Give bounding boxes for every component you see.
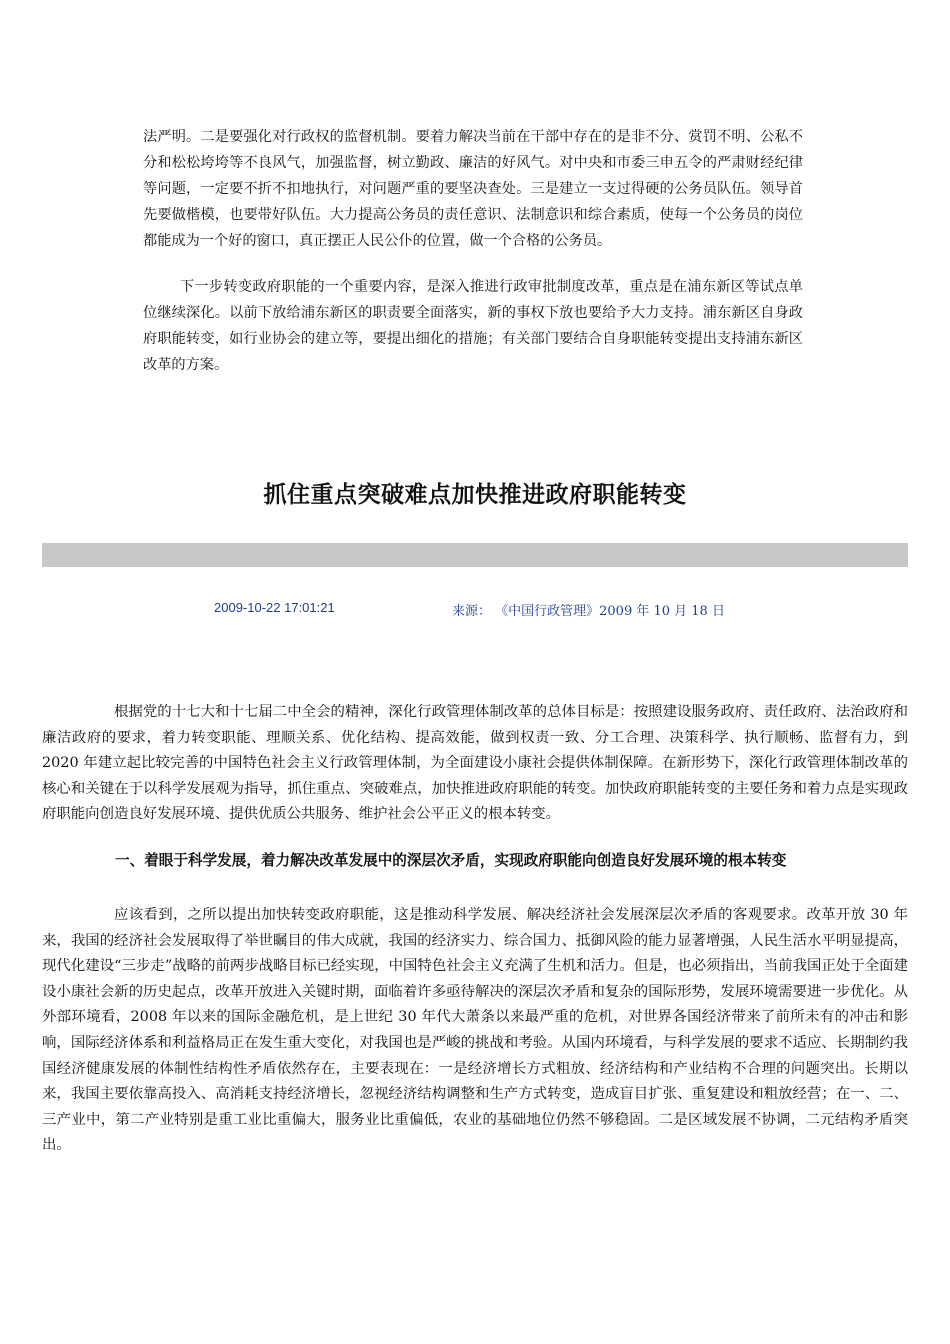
intro-paragraph: 根据党的十七大和十七届二中全会的精神，深化行政管理体制改革的总体目标是：按照建设服务政府、责任政府、法治政府和廉洁政府的要求，着力转变职能、理顺关系、优化结构、提高效能，做到权责一致、分工合理、决策科学、执行顺畅、监督有力，到 2020 年建立起比较完善的中国特色社会主义行政管理体制，为全面建设小康社会提供体制保障。在新形势下，深化行政管理体制改革的核心和关键在于以科学发展观为指导，抓住重点、突破难点，加快推进政府职能的转变。加快政府职能转变的主要任务和着力点是实现政府职能向创造良好发展环境、提供优质公共服务、维护社会公平正义的根本转变。 (42, 704, 908, 823)
continuation-paragraph: 下一步转变政府职能的一个重要内容，是深入推进行政审批制度改革，重点是在浦东新区等试点单位继续深化。以前下放给浦东新区的职责要全面落实，新的事权下放也要给予大力支持。浦东新区自身政府职能转变，如行业协会的建立等，要提出细化的措施；有关部门要结合自身职能转变提出支持浦东新区改革的方案。 (143, 279, 803, 373)
previous-article-continuation (143, 124, 803, 378)
article-title: 抓住重点突破难点加快推进政府职能转变 (263, 482, 687, 508)
body-paragraph: 应该看到，之所以提出加快转变政府职能，这是推动科学发展、解决经济社会发展深层次矛盾的客观要求。改革开放 30 年来，我国的经济社会发展取得了举世瞩目的伟大成就，我国的经济实力、综合国力、抵御风险的能力显著增强，人民生活水平明显提高，现代化建设“三步走”战略的前两步战略目标已经实现，中国特色社会主义充满了生机和活力。但是，也必须指出，当前我国正处于全面建设小康社会新的历史起点，改革开放进入关键时期，面临着许多亟待解决的深层次矛盾和复杂的国际形势，发展环境需要进一步优化。从外部环境看，2008 年以来的国际金融危机，是上世纪 30 年代大萧条以来最严重的危机，对世界各国经济带来了前所未有的冲击和影响，国际经济体系和利益格局正在发生重大变化，对我国也是严峻的挑战和考验。从国内环境看，与科学发展的要求不适应、长期制约我国经济健康发展的体制性结构性矛盾依然存在，主要表现在：一是经济增长方式粗放、经济结构和产业结构不合理的问题突出。长期以来，我国主要依靠高投入、高消耗支持经济增长，忽视经济结构调整和生产方式转变，造成盲目扩张、重复建设和粗放经营；在一、二、三产业中，第二产业特别是重工业比重偏大，服务业比重偏低，农业的基础地位仍然不够稳固。二是区域发展不协调，二元结构矛盾突出。 (42, 906, 908, 1154)
source-line: 来源： 《中国行政管理》2009 年 10 月 18 日 (452, 604, 725, 619)
publish-date: 2009-10-22 17:01:21 (214, 600, 335, 615)
section-heading: 一、着眼于科学发展，着力解决改革发展中的深层次矛盾，实现政府职能向创造良好发展环境的根本转变 (115, 851, 787, 869)
article-body (42, 700, 908, 1159)
title-divider-bar (42, 543, 908, 567)
continuation-paragraph: 法严明。二是要强化对行政权的监督机制。要着力解决当前在干部中存在的是非不分、赏罚不明、公私不分和松松垮垮等不良风气，加强监督，树立勤政、廉洁的好风气。对中央和市委三申五令的严肃财经纪律等问题，一定要不折不扣地执行，对问题严重的要坚决查处。三是建立一支过得硬的公务员队伍。领导首先要做楷模，也要带好队伍。大力提高公务员的责任意识、法制意识和综合素质，使每一个公务员的岗位都能成为一个好的窗口，真正摆正人民公仆的位置，做一个合格的公务员。 (143, 129, 803, 249)
